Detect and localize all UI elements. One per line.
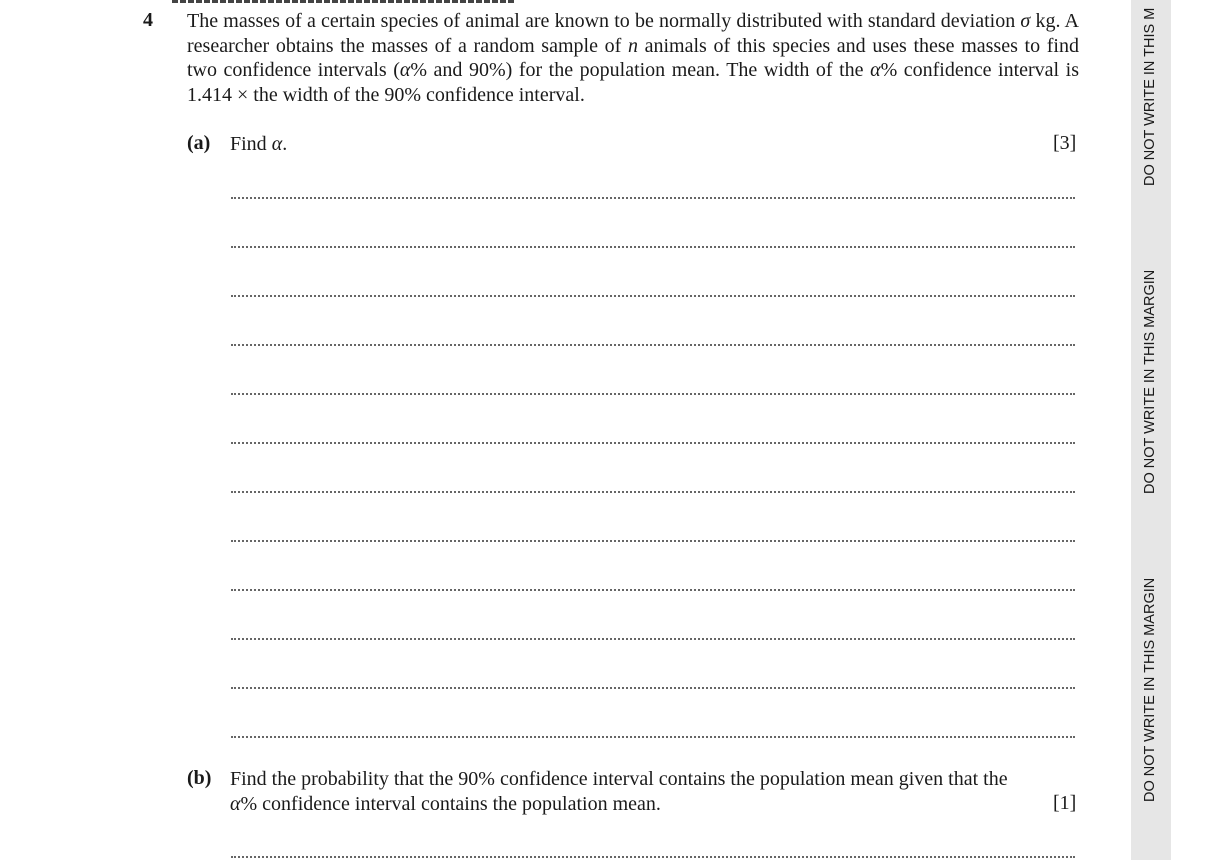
top-edge-strip <box>172 0 514 3</box>
alpha-symbol: α <box>870 59 881 82</box>
answer-line[interactable] <box>231 687 1075 689</box>
answer-line[interactable] <box>231 246 1075 248</box>
part-b-line-2 <box>230 792 1080 817</box>
alpha-symbol: α <box>271 133 283 155</box>
part-a-text: Find <box>230 133 272 155</box>
answer-line[interactable] <box>231 344 1075 346</box>
part-b-answer-line[interactable] <box>231 856 1075 858</box>
answer-line[interactable] <box>231 638 1075 640</box>
answer-line[interactable] <box>231 295 1075 297</box>
part-a-period: . <box>282 133 288 155</box>
answer-line[interactable] <box>231 589 1075 591</box>
alpha-symbol: α <box>230 793 241 815</box>
answer-line[interactable] <box>231 393 1075 395</box>
margin-warning-middle: DO NOT WRITE IN THIS MARGIN <box>1142 269 1158 494</box>
margin-warning-top: DO NOT WRITE IN THIS M <box>1142 7 1158 186</box>
question-stem <box>187 9 1079 107</box>
question-number: 4 <box>143 9 153 31</box>
part-a-marks: [3] <box>1053 132 1077 154</box>
answer-line[interactable] <box>231 442 1075 444</box>
stem-text-4: % and 90%) for the population mean. The width of the <box>410 59 871 82</box>
stem-text-5: % confidence interval is 1.414 × the width of the 90% confidence interval. <box>187 59 1079 106</box>
stem-text-2: kg. A researcher obtains the masses of a random sample of <box>187 10 1080 57</box>
part-b-line-1: Find the probability that the 90% confidence interval contains the population mean given that the <box>230 768 1008 790</box>
sigma-symbol: σ <box>1020 10 1031 32</box>
answer-line[interactable] <box>231 540 1075 542</box>
n-symbol: n <box>627 34 638 57</box>
part-b-prompt <box>230 767 1080 817</box>
part-a-prompt <box>230 132 287 157</box>
answer-line[interactable] <box>231 197 1075 199</box>
part-a-label: (a) <box>187 132 211 154</box>
alpha-symbol: α <box>399 59 411 82</box>
answer-line[interactable] <box>231 736 1075 738</box>
part-b-line-2-text: % confidence interval contains the population mean. <box>240 793 661 815</box>
answer-line[interactable] <box>231 491 1075 493</box>
stem-text-3: animals of this species and uses these masses to find two confidence intervals ( <box>187 34 1079 82</box>
margin-warning-bottom: DO NOT WRITE IN THIS MARGIN <box>1142 577 1158 802</box>
stem-text-1: The masses of a certain species of animal are known to be normally distributed with standard deviation <box>187 10 1021 32</box>
part-b-marks: [1] <box>1053 792 1077 814</box>
part-b-label: (b) <box>187 767 212 789</box>
